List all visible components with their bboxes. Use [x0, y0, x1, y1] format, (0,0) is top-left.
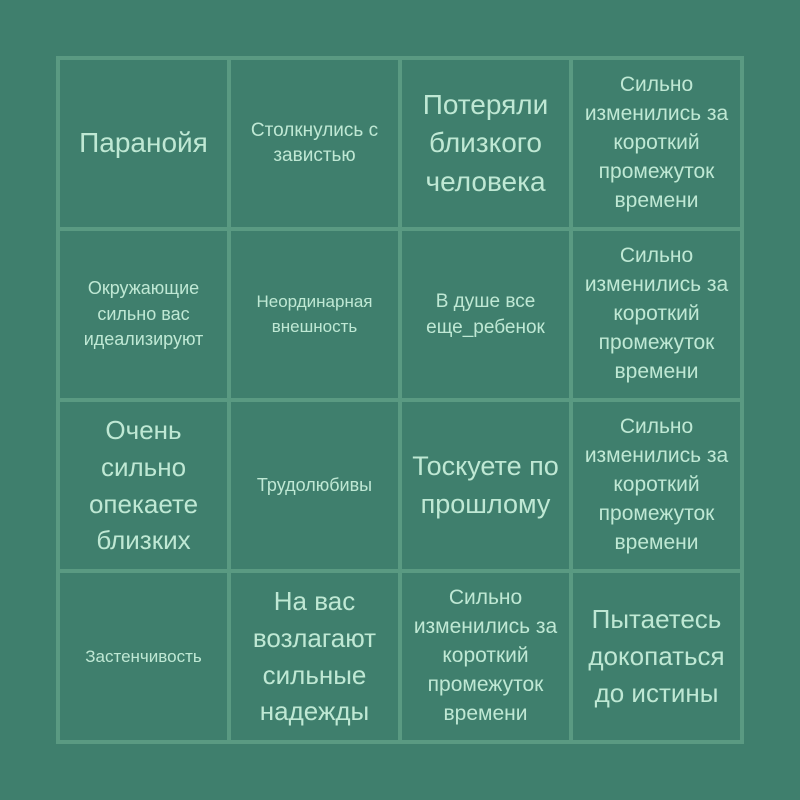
bingo-cell-r2c4[interactable] — [573, 231, 740, 398]
bingo-cell-label: Застенчивость — [85, 646, 202, 666]
bingo-cell-r1c3[interactable] — [402, 60, 569, 227]
bingo-cell-r1c4[interactable] — [573, 60, 740, 227]
bingo-cell-r2c3[interactable] — [402, 231, 569, 398]
bingo-cell-r1c1[interactable] — [60, 60, 227, 227]
bingo-cell-label: Сильно изменились за короткий промежуток времени — [413, 586, 558, 725]
bingo-cell-label: Сильно изменились за короткий промежуток времени — [584, 244, 729, 383]
bingo-cell-r4c1[interactable] — [60, 573, 227, 740]
bingo-cell-label: Паранойя — [79, 127, 208, 159]
bingo-cell-r2c1[interactable] — [60, 231, 227, 398]
bingo-cell-label: Пытаетесь докопаться до истины — [588, 604, 725, 708]
bingo-cell-label: Трудолюбивы — [256, 475, 373, 496]
bingo-cell-label: На вас возлагают сильные надежды — [252, 585, 377, 727]
bingo-cell-label: Окружающие сильно вас идеализируют — [83, 278, 204, 350]
bingo-cell-label: Неординарная внешность — [256, 291, 373, 336]
bingo-cell-r4c4[interactable] — [573, 573, 740, 740]
bingo-cell-r1c2[interactable] — [231, 60, 398, 227]
bingo-cell-r2c2[interactable] — [231, 231, 398, 398]
bingo-cell-r4c3[interactable] — [402, 573, 569, 740]
bingo-cell-r4c2[interactable] — [231, 573, 398, 740]
bingo-cell-label: Очень сильно опекаете близких — [88, 414, 199, 556]
bingo-cell-label: Тоскуете по прошлому — [412, 451, 559, 519]
bingo-cell-label: В душе все еще_ребенок — [426, 290, 545, 338]
bingo-board — [56, 56, 744, 744]
bingo-cell-r3c3[interactable] — [402, 402, 569, 569]
bingo-cell-label: Столкнулись с завистью — [250, 119, 379, 166]
bingo-cell-label: Сильно изменились за короткий промежуток времени — [584, 415, 729, 554]
bingo-cell-label: Потеряли близкого человека — [422, 89, 549, 197]
bingo-cell-r3c1[interactable] — [60, 402, 227, 569]
bingo-cell-label: Сильно изменились за короткий промежуток времени — [584, 73, 729, 212]
bingo-cell-r3c4[interactable] — [573, 402, 740, 569]
bingo-cell-r3c2[interactable] — [231, 402, 398, 569]
